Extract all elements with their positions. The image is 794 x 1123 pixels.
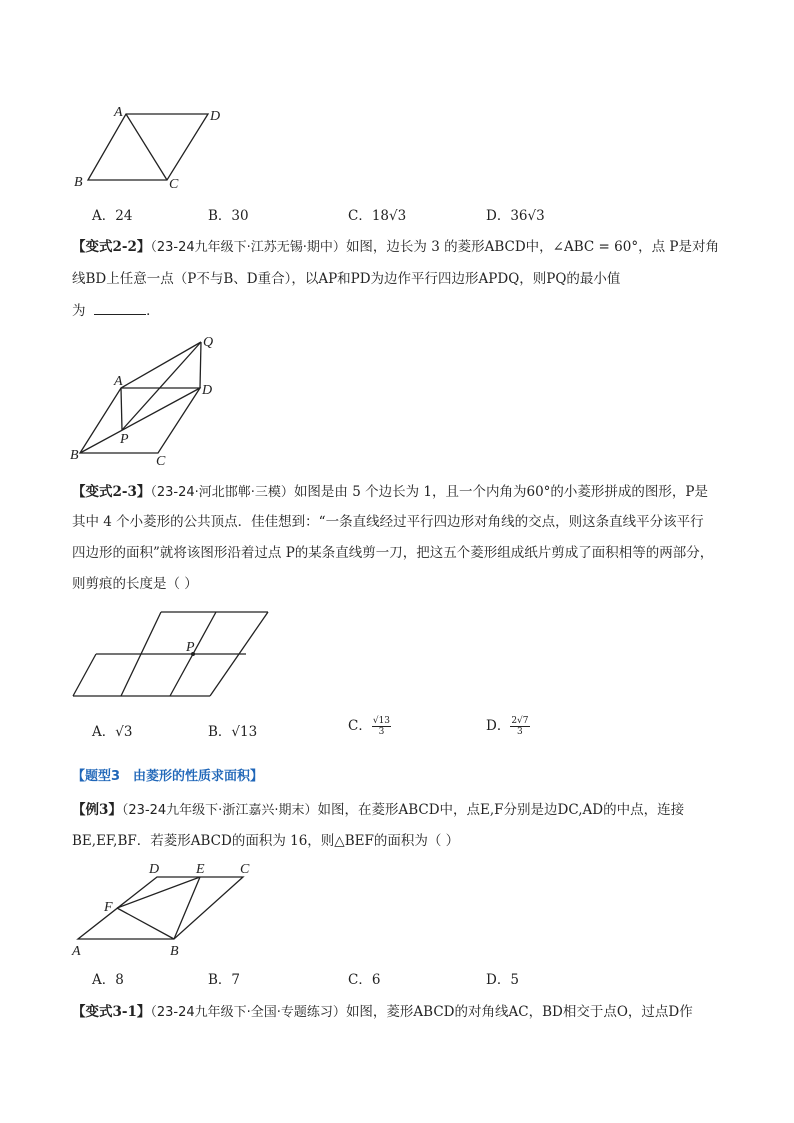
option-c: C．6 xyxy=(348,972,381,988)
diagonal-bd xyxy=(80,388,200,453)
question-text: 如图，在菱形ABCD中，点E,F分别是边DC,AD的中点，连接 xyxy=(317,802,685,818)
option-d: D．5 xyxy=(486,972,519,988)
fraction-numerator: 2√7 xyxy=(511,716,529,726)
figure-five-rhombi xyxy=(66,604,276,700)
option-a: A．8 xyxy=(92,972,124,988)
fraction-numerator: √13 xyxy=(372,716,391,726)
rhombus-outline xyxy=(78,877,243,939)
option-b: B．30 xyxy=(208,208,249,224)
fraction-denominator: 3 xyxy=(517,727,523,737)
variant-2-2-line2: 线BD上任意一点（P不与B、D重合），以AP和PD为边作平行四边形APDQ，则PQ的最小值 xyxy=(72,271,621,287)
figure-rhombus-abcd xyxy=(60,100,260,195)
figure-triangle-bef xyxy=(66,858,276,962)
variant-2-2-line3 xyxy=(72,300,160,322)
segment-pq xyxy=(122,342,201,430)
question-text: 为 xyxy=(72,303,86,319)
variant-tag: 【变式2-3】 xyxy=(72,484,151,500)
question-text: 如图，菱形ABCD的对角线AC，BD相交于点O，过点D作 xyxy=(345,1004,693,1020)
segment-aq xyxy=(121,342,201,388)
label-b: B xyxy=(70,448,79,463)
rhombus-outline xyxy=(88,114,208,180)
example-tag: 【例3】 xyxy=(72,802,122,818)
example-3-line1 xyxy=(72,799,684,822)
diagonal-ac xyxy=(126,114,167,180)
segment-bf xyxy=(117,908,174,939)
label-a: A xyxy=(72,944,81,959)
option-a: A．√3 xyxy=(92,724,133,740)
fraction-c xyxy=(372,716,391,737)
segment-be xyxy=(174,877,200,939)
example-3-line2: BE,EF,BF．若菱形ABCD的面积为 16，则△BEF的面积为（ ） xyxy=(72,833,460,849)
segment-ef xyxy=(117,877,200,908)
question-text-end: ． xyxy=(146,303,160,319)
label-a: A xyxy=(114,105,123,120)
variant-2-3-line4: 则剪痕的长度是（ ） xyxy=(72,576,198,592)
option-c-label: C． xyxy=(348,718,372,734)
option-c xyxy=(348,716,391,737)
label-e: E xyxy=(196,862,205,877)
segment-dq xyxy=(200,342,201,388)
label-d: D xyxy=(202,383,213,398)
section-heading: 【题型3 由菱形的性质求面积】 xyxy=(72,769,264,784)
option-c: C．18√3 xyxy=(348,208,407,224)
label-q: Q xyxy=(203,335,214,350)
label-b: B xyxy=(170,944,179,959)
option-b: B．√13 xyxy=(208,724,258,740)
variant-2-2-line1 xyxy=(72,236,719,259)
variant-tag: 【变式3-1】 xyxy=(72,1004,151,1020)
question-text: 如图，边长为 3 的菱形ABCD中，∠ABC = 60°，点 P是对角 xyxy=(345,239,719,255)
fraction-d xyxy=(510,716,529,737)
option-a: A．24 xyxy=(92,208,133,224)
question-source: （23-24九年级下·浙江嘉兴·期末） xyxy=(121,803,318,818)
variant-2-3-line2: 其中 4 个小菱形的公共顶点．佳佳想到：“一条直线经过平行四边形对角线的交点，则这条直线平分该平行 xyxy=(72,514,704,530)
question-text: 如图是由 5 个边长为 1，且一个内角为60°的小菱形拼成的图形，P是 xyxy=(293,484,709,500)
segment-ap xyxy=(121,388,122,430)
label-c: C xyxy=(156,454,166,469)
left-edge xyxy=(73,654,96,696)
label-c: C xyxy=(240,862,250,877)
variant-2-3-line3: 四边形的面积”就将该图形沿着过点 P的某条直线剪一刀，把这五个菱形组成纸片剪成了面积相等的两部分， xyxy=(72,545,714,561)
fraction-denominator: 3 xyxy=(378,727,385,737)
label-f: F xyxy=(104,900,113,915)
question-source: （23-24·河北邯郸·三模） xyxy=(150,485,294,500)
option-d: D．36√3 xyxy=(486,208,545,224)
answer-blank[interactable] xyxy=(94,300,146,315)
label-d: D xyxy=(149,862,160,877)
variant-2-3-line1 xyxy=(72,481,708,504)
label-c: C xyxy=(169,177,179,192)
label-p: P xyxy=(186,640,195,655)
variant-3-1-line1 xyxy=(72,1001,693,1024)
question-source: （23-24九年级下·全国·专题练习） xyxy=(150,1005,346,1020)
option-d xyxy=(486,716,530,737)
label-p: P xyxy=(120,432,129,447)
option-b: B．7 xyxy=(208,972,241,988)
label-d: D xyxy=(210,109,221,124)
label-a: A xyxy=(114,374,123,389)
variant-tag: 【变式2-2】 xyxy=(72,239,151,255)
question-source: （23-24九年级下·江苏无锡·期中） xyxy=(150,240,346,255)
option-d-label: D． xyxy=(486,718,511,734)
figure-parallelogram-apdq xyxy=(66,330,236,470)
label-b: B xyxy=(74,175,83,190)
